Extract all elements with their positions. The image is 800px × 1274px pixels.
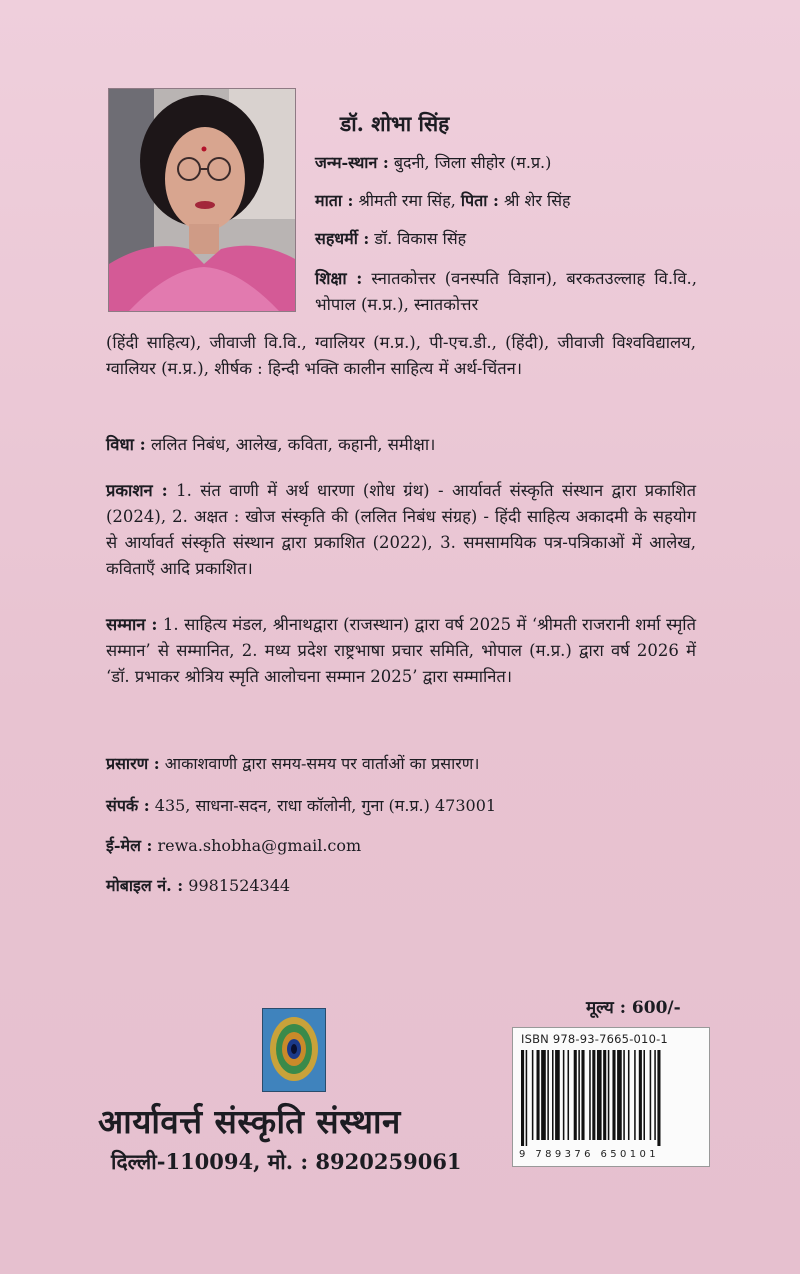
genre-label: विधा : [106,435,146,454]
birthplace-line [315,150,551,176]
spouse-line [315,226,466,252]
education-rest: (हिंदी साहित्य), जीवाजी वि.वि., ग्वालियर (म.प्र.), पी-एच.डी., (हिंदी), जीवाजी विश्वविद्यालय, ग्वालियर (म.प्र.), शीर्षक : हिन्दी भक्ति कालीन साहित्य में अर्थ-चिंतन। [106,333,696,378]
mother-label: माता : [315,191,354,210]
mother-value: श्रीमती रमा सिंह, [353,191,461,210]
publisher-address: दिल्ली-110094, मो. : 8920259061 [111,1149,462,1174]
contact-label: संपर्क : [106,796,150,815]
author-name: डॉ. शोभा सिंह [340,111,450,136]
spouse-label: सहधर्मी : [315,229,370,248]
email-label: ई-मेल : [106,836,153,855]
birthplace-label: जन्म-स्थान : [315,153,389,172]
peacock-feather-logo-icon [262,1008,326,1092]
spouse-value: डॉ. विकास सिंह [369,229,467,248]
barcode-bars [519,1050,703,1146]
mobile-line [106,874,290,898]
mobile-value: 9981524344 [183,876,291,895]
isbn-barcode [512,1027,710,1167]
isbn-text: ISBN 978-93-7665-010-1 [521,1032,668,1046]
price-label: मूल्य : 600/- [586,998,681,1018]
honours-paragraph [106,612,696,690]
publications-label: प्रकाशन : [106,481,168,500]
genre-line [106,432,696,458]
barcode-digits: 9 789376 650101 [519,1149,660,1160]
broadcast-line [106,752,479,776]
author-photo [108,88,296,312]
broadcast-value: आकाशवाणी द्वारा समय-समय पर वार्ताओं का प्रसारण। [159,754,480,773]
publications-value: 1. संत वाणी में अर्थ धारणा (शोध ग्रंथ) - आर्यावर्त संस्कृति संस्थान द्वारा प्रकाशित (2024), 2. अक्षत : खोज संस्कृति की (ललित निबंध संग्रह) - हिंदी साहित्य अकादमी के सहयोग से आर्यावर्त संस्कृति संस्थान द्वारा प्रकाशित (2022), 3. समसामयिक पत्र-पत्रिकाओं में आलेख, कविताएँ आदि प्रकाशित। [106,481,696,578]
email-value: rewa.shobha@gmail.com [152,836,362,855]
contact-value: 435, साधना-सदन, राधा कॉलोनी, गुना (म.प्र.) 473001 [149,796,497,815]
broadcast-label: प्रसारण : [106,754,160,773]
publisher-name: आर्यावर्त्त संस्कृति संस्थान [98,1102,401,1141]
father-value: श्री शेर सिंह [498,191,571,210]
father-label: पिता : [460,191,499,210]
genre-value: ललित निबंध, आलेख, कविता, कहानी, समीक्षा। [145,435,436,454]
mobile-label: मोबाइल नं. : [106,876,184,895]
contact-line [106,794,496,818]
publications-paragraph [106,478,696,582]
email-line [106,834,361,858]
education-label: शिक्षा : [315,269,363,288]
honours-label: सम्मान : [106,615,158,634]
education-head-text: स्नातकोत्तर (वनस्पति विज्ञान), बरकतउल्लाह वि.वि., भोपाल (म.प्र.), स्नातकोत्तर [315,269,697,314]
honours-value: 1. साहित्य मंडल, श्रीनाथद्वारा (राजस्थान) द्वारा वर्ष 2025 में ‘श्रीमती राजरानी शर्मा स्मृति सम्मान’ से सम्मानित, 2. मध्य प्रदेश राष्ट्रभाषा प्रचार समिति, भोपाल (म.प्र.) द्वारा वर्ष 2026 में ‘डॉ. प्रभाकर श्रोत्रिय स्मृति आलोचना सम्मान 2025’ द्वारा सम्मानित। [106,615,696,686]
birthplace-value: बुदनी, जिला सीहोर (म.प्र.) [388,153,552,172]
parents-line [315,188,571,214]
education-head [315,266,697,318]
